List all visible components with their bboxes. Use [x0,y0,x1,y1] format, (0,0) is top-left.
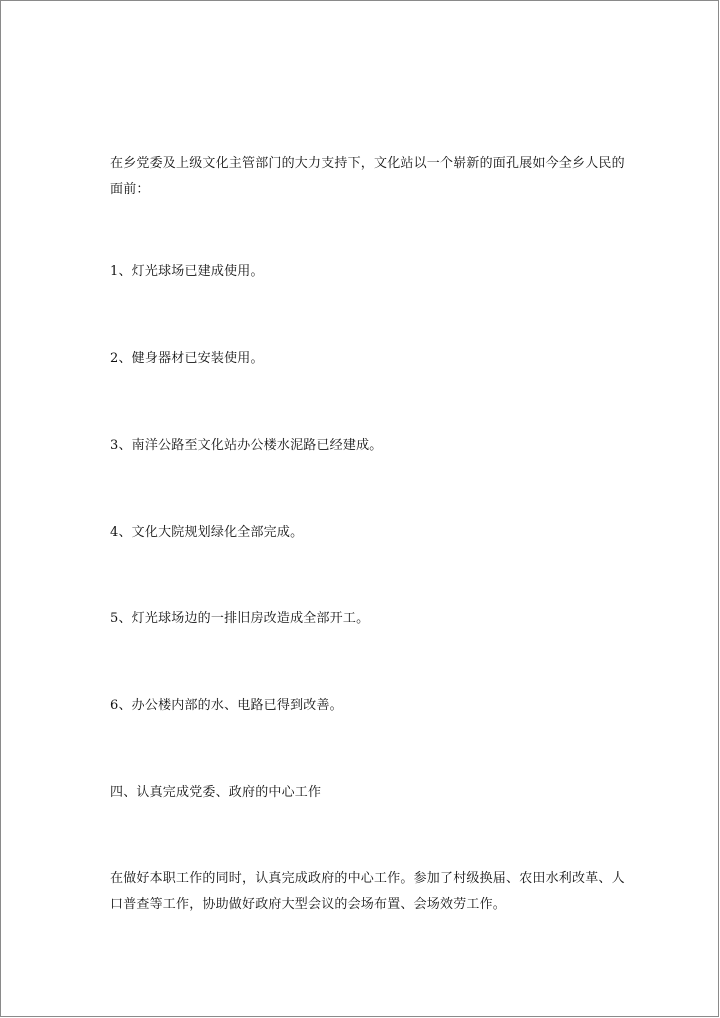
list-item-3: 3、南洋公路至文化站办公楼水泥路已经建成。 [110,438,383,453]
paragraph-intro: 在乡党委及上级文化主管部门的大力支持下，文化站以一个崭新的面孔展如今全乡人民的面前： [110,156,625,197]
list-item-2: 2、健身器材已安装使用。 [110,351,264,366]
list-item-4: 4、文化大院规划绿化全部完成。 [110,525,304,540]
section-heading: 四、认真完成党委、政府的中心工作 [110,785,322,800]
list-item-6: 6、办公楼内部的水、电路已得到改善。 [110,698,343,713]
list-item-1: 1、灯光球场已建成使用。 [110,264,264,279]
paragraph-central-work: 在做好本职工作的同时，认真完成政府的中心工作。参加了村级换届、农田水利改革、人口普查等工作，协助做好政府大型会议的会场布置、会场效劳工作。 [110,871,625,912]
list-item-5: 5、灯光球场边的一排旧房改造成全部开工。 [110,611,370,626]
